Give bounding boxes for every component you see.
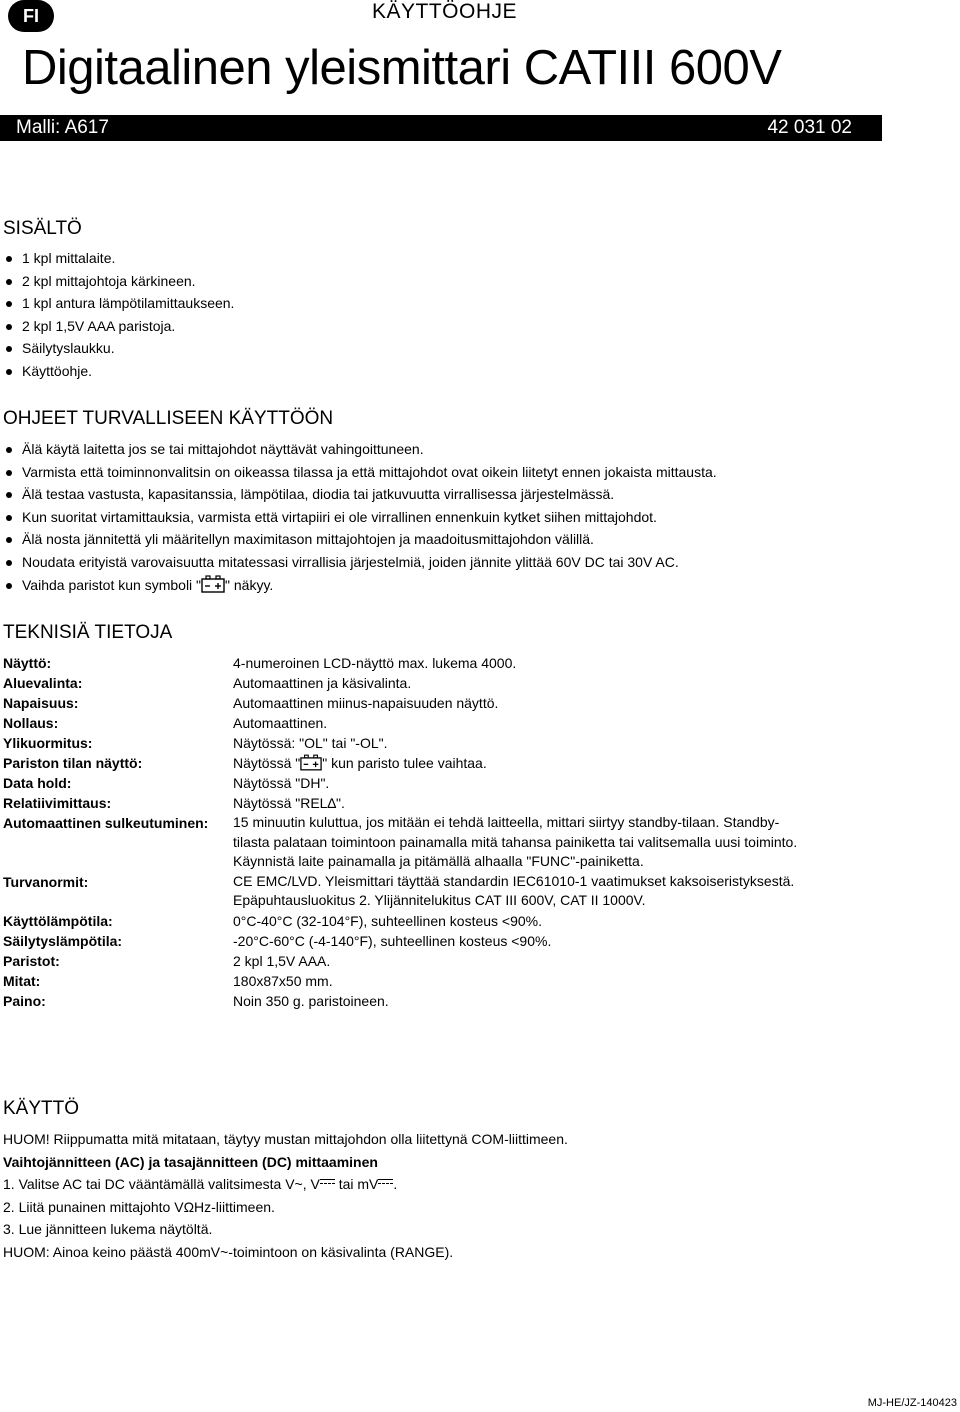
dc-symbol-icon (378, 1179, 393, 1187)
spec-value: Automaattinen ja käsivalinta. (233, 675, 412, 691)
page-title: Digitaalinen yleismittari CATIII 600V (22, 41, 782, 95)
spec-label: Ylikuormitus: (3, 735, 93, 751)
article-number: 42 031 02 (767, 117, 852, 138)
spec-value: -20°C-60°C (-4-140°F), suhteellinen kosteus <90%. (233, 932, 552, 949)
spec-label: Näyttö: (3, 655, 52, 671)
spec-value: Automaattinen. (233, 715, 328, 731)
list-item: Säilytyslaukku. (0, 337, 234, 360)
list-item: Älä testaa vastusta, kapasitanssia, lämpötilaa, diodia tai jatkuvuutta virrallisessa järjestelmässä. (0, 483, 717, 506)
spec-label: Napaisuus: (3, 695, 79, 711)
usage-step-text: . (393, 1176, 398, 1193)
contents-list (0, 247, 234, 383)
usage-step: 3. Lue jännitteen lukema näytöltä. (3, 1221, 213, 1238)
spec-value-line: Käynnistä laite painamalla ja pitämällä alhaalla "FUNC"-painiketta. (233, 853, 644, 870)
spec-value: Näytössä "REL∆". (233, 795, 345, 811)
spec-label: Automaattinen sulkeutuminen: (3, 815, 209, 831)
battery-item-text: Vaihda paristot kun symboli " (22, 576, 202, 593)
spec-row-weight (3, 991, 797, 1011)
list-item: Älä nosta jännitettä yli määritellyn maximitason mittajohtojen ja maadoitusmittajohdon välillä. (0, 528, 717, 551)
list-item: 1 kpl mittalaite. (0, 247, 234, 270)
document-code: MJ-HE/JZ-140423 (867, 1397, 957, 1409)
spec-value: Automaattinen miinus-napaisuuden näyttö. (233, 695, 499, 711)
usage-step-text: 1. Valitse AC tai DC vääntämällä valitsimesta V~, V (3, 1176, 320, 1193)
battery-value-text: Näytössä " (233, 755, 301, 771)
usage-heading: KÄYTTÖ (3, 1098, 80, 1119)
spec-row-optemp (3, 911, 797, 931)
battery-icon (300, 754, 322, 771)
spec-label: Turvanormit: (3, 873, 89, 890)
list-item: 2 kpl 1,5V AAA paristoja. (0, 315, 234, 338)
spec-row-overload (3, 733, 797, 753)
spec-value (233, 813, 797, 872)
spec-value (233, 872, 797, 911)
battery-icon (201, 575, 225, 593)
spec-value: Näytössä "DH". (233, 775, 330, 791)
spec-label: Pariston tilan näyttö: (3, 755, 143, 771)
spec-label: Paino: (3, 992, 46, 1009)
contents-heading: SISÄLTÖ (3, 218, 82, 239)
document-type: KÄYTTÖOHJE (372, 0, 518, 23)
spec-row-batteries (3, 951, 797, 971)
usage-subheading: Vaihtojännitteen (AC) ja tasajännitteen (DC) mittaaminen (3, 1153, 378, 1170)
list-item: 1 kpl antura lämpötilamittaukseen. (0, 292, 234, 315)
model-bar (0, 115, 882, 141)
spec-row-standards (3, 872, 797, 911)
spec-row-storetemp (3, 931, 797, 951)
spec-value: 2 kpl 1,5V AAA. (233, 952, 331, 969)
language-badge: FI (8, 0, 54, 32)
usage-note: HUOM! Riippumatta mitä mitataan, täytyy mustan mittajohdon olla liitettynä COM-liittimeen. (3, 1131, 568, 1147)
spec-label: Nollaus: (3, 715, 59, 731)
usage-step-text: tai mV (334, 1176, 379, 1193)
usage-block (3, 1128, 568, 1264)
list-item: Kun suoritat virtamittauksia, varmista että virtapiiri ei ole virrallinen ennenkuin kytket siihen mittajohdot. (0, 506, 717, 529)
dc-symbol-icon (320, 1179, 335, 1187)
battery-value-text-after: " kun paristo tulee vaihtaa. (322, 755, 487, 771)
spec-value: Noin 350 g. paristoineen. (233, 992, 389, 1009)
spec-label: Paristot: (3, 952, 60, 969)
spec-row-polarity (3, 693, 797, 713)
list-item: Varmista että toiminnonvalitsin on oikeassa tilassa ja että mittajohdot ovat oikein liitetyt ennen jokaista mittausta. (0, 461, 717, 484)
usage-note: HUOM: Ainoa keino päästä 400mV~-toimintoon on käsivalinta (RANGE). (3, 1243, 454, 1260)
spec-label: Käyttölämpötila: (3, 912, 113, 929)
spec-value-line: Epäpuhtausluokitus 2. Ylijännitelukitus CAT III 600V, CAT II 1000V. (233, 892, 646, 909)
list-item (0, 574, 717, 597)
list-item: 2 kpl mittajohtoja kärkineen. (0, 270, 234, 293)
spec-value-line: 15 minuutin kuluttua, jos mitään ei tehdä laitteella, mittari siirtyy standby-tilaan. Standby- (233, 814, 780, 830)
spec-value-line: tilasta palataan toimintoon painamalla mitä tahansa painiketta tai valitsemalla uusi toiminto. (233, 833, 798, 850)
spec-table (3, 653, 797, 1011)
spec-value: 4-numeroinen LCD-näyttö max. lukema 4000. (233, 655, 517, 671)
usage-step (3, 1173, 568, 1196)
list-item: Käyttöohje. (0, 360, 234, 383)
spec-value (233, 753, 797, 773)
safety-list (0, 438, 717, 596)
spec-label: Säilytyslämpötila: (3, 932, 123, 949)
spec-label: Relatiivimittaus: (3, 795, 112, 811)
tech-heading: TEKNISIÄ TIETOJA (3, 622, 173, 643)
spec-value: 180x87x50 mm. (233, 972, 333, 989)
spec-label: Aluevalinta: (3, 675, 83, 691)
spec-row-battery (3, 753, 797, 773)
model-label: Malli: A617 (16, 117, 109, 138)
spec-row-range (3, 673, 797, 693)
list-item: Älä käytä laitetta jos se tai mittajohdot näyttävät vahingoittuneen. (0, 438, 717, 461)
spec-value: Näytössä: "OL" tai "-OL". (233, 735, 388, 751)
usage-step: 2. Liitä punainen mittajohto VΩHz-liittimeen. (3, 1198, 275, 1215)
spec-row-dimensions (3, 971, 797, 991)
spec-row-relative (3, 793, 797, 813)
spec-label: Mitat: (3, 972, 41, 989)
battery-item-text-after: " näkyy. (225, 576, 274, 593)
spec-row-hold (3, 773, 797, 793)
spec-row-display (3, 653, 797, 673)
spec-value: 0°C-40°C (32-104°F), suhteellinen kosteus <90%. (233, 912, 543, 929)
spec-label: Data hold: (3, 775, 72, 791)
spec-value-line: CE EMC/LVD. Yleismittari täyttää standardin IEC61010-1 vaatimukset kaksoiseristyksestä. (233, 872, 795, 889)
spec-row-autooff (3, 813, 797, 872)
list-item: Noudata erityistä varovaisuutta mitatessasi virrallisia järjestelmiä, joiden jännite ylittää 60V DC tai 30V AC. (0, 551, 717, 574)
safety-heading: OHJEET TURVALLISEEN KÄYTTÖÖN (3, 408, 334, 429)
spec-row-zero (3, 713, 797, 733)
